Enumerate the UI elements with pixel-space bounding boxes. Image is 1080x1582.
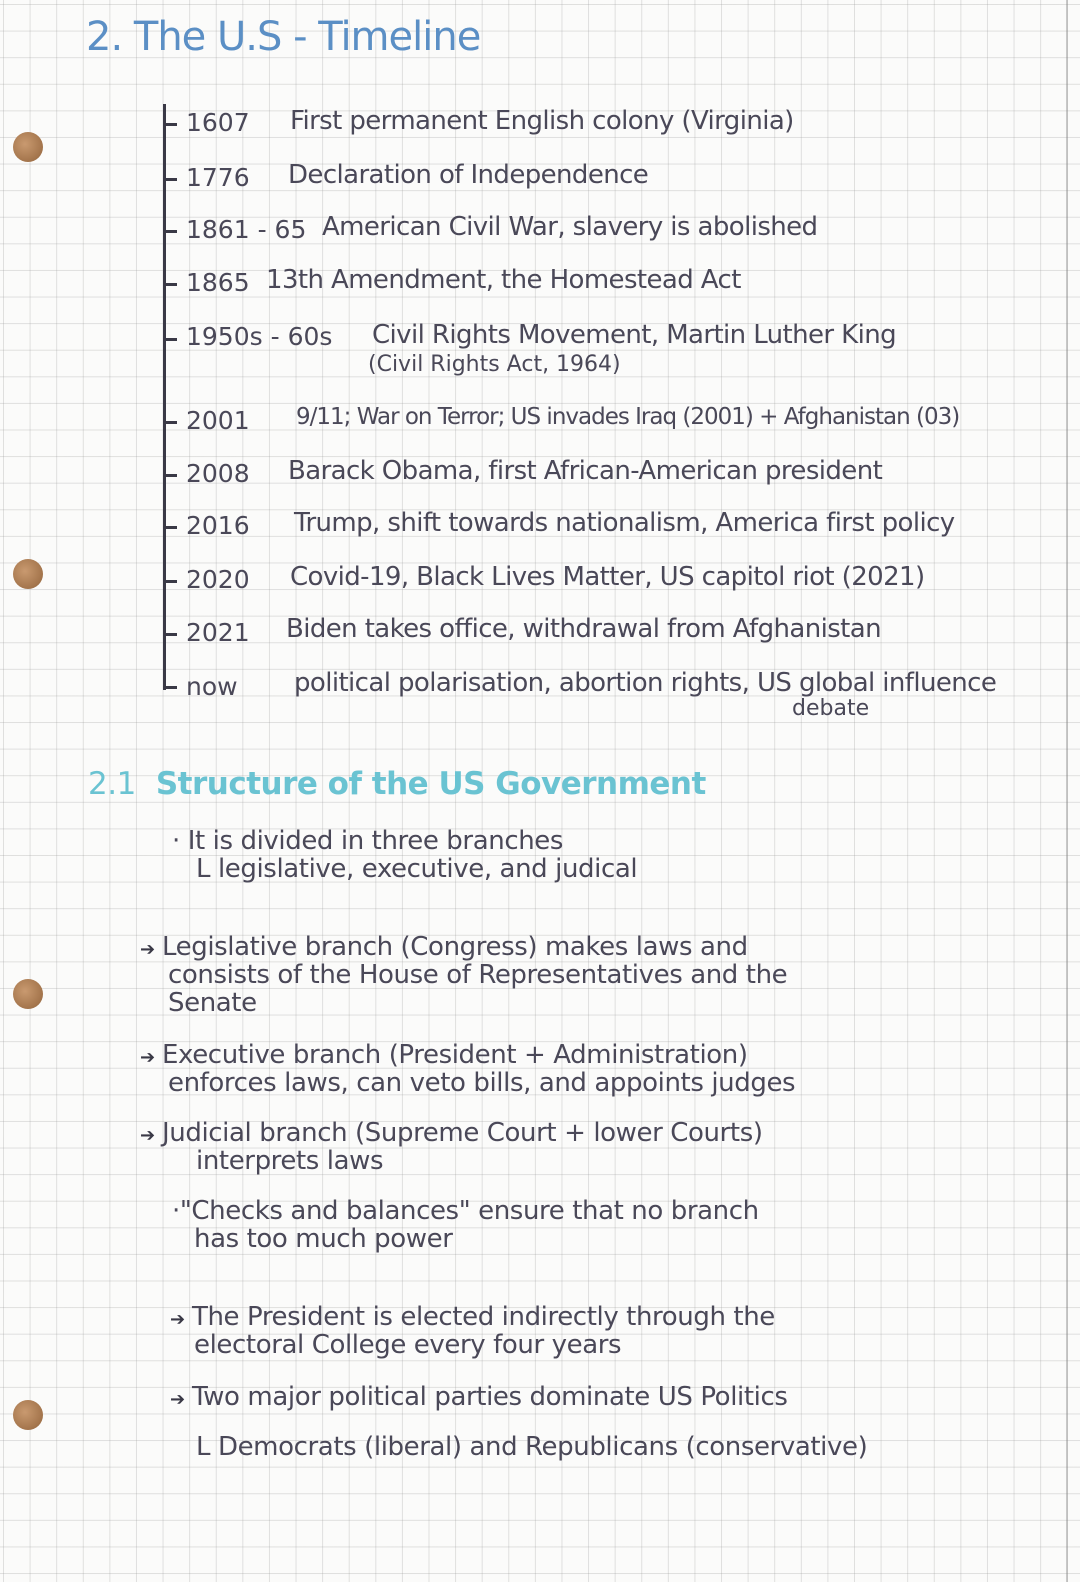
bullet-legislative bbox=[140, 932, 748, 962]
body-line: Two major political parties dominate US Politics bbox=[192, 1382, 788, 1412]
timeline-event: 9/11; War on Terror; US invades Iraq (2001) + Afghanistan (03) bbox=[296, 404, 960, 430]
body-line: Legislative branch (Congress) makes laws and bbox=[162, 932, 748, 962]
timeline-year: 1861 - 65 bbox=[186, 215, 307, 244]
binder-hole bbox=[13, 979, 43, 1009]
timeline-note: debate bbox=[792, 696, 870, 721]
section-heading bbox=[88, 766, 706, 802]
timeline-year: 1950s - 60s bbox=[186, 322, 333, 351]
timeline-tick bbox=[163, 686, 177, 689]
arrow-icon: ➔ bbox=[140, 1125, 155, 1146]
arrow-icon: ➔ bbox=[170, 1389, 185, 1410]
timeline-year: 2020 bbox=[186, 565, 250, 594]
timeline-tick bbox=[163, 633, 177, 636]
body-line: · It is divided in three branches bbox=[172, 826, 564, 856]
timeline-tick bbox=[163, 338, 177, 341]
timeline-tick bbox=[163, 123, 177, 126]
section-number: 2.1 bbox=[88, 766, 136, 802]
page-edge bbox=[1066, 0, 1068, 1582]
timeline-event: political polarisation, abortion rights, US global influence bbox=[294, 668, 997, 698]
timeline-year: 2021 bbox=[186, 618, 250, 647]
timeline-tick bbox=[163, 580, 177, 583]
timeline-event: Declaration of Independence bbox=[288, 160, 649, 190]
binder-hole bbox=[13, 132, 43, 162]
bullet-executive bbox=[140, 1040, 748, 1070]
timeline-year: 1607 bbox=[186, 108, 250, 137]
section-title: Structure of the US Government bbox=[155, 766, 706, 802]
timeline-year: 2001 bbox=[186, 406, 250, 435]
timeline-tick bbox=[163, 178, 177, 181]
body-line: electoral College every four years bbox=[194, 1330, 622, 1360]
timeline-tick bbox=[163, 283, 177, 286]
bullet-parties bbox=[170, 1382, 788, 1412]
timeline-event: Civil Rights Movement, Martin Luther King bbox=[372, 320, 897, 350]
body-line: ·"Checks and balances" ensure that no branch bbox=[172, 1196, 759, 1226]
body-line: interprets laws bbox=[196, 1146, 384, 1176]
timeline-event: American Civil War, slavery is abolished bbox=[322, 212, 818, 242]
body-line: L legislative, executive, and judical bbox=[196, 854, 638, 884]
arrow-icon: ➔ bbox=[140, 1047, 155, 1068]
body-line: L Democrats (liberal) and Republicans (conservative) bbox=[196, 1432, 868, 1462]
body-line: enforces laws, can veto bills, and appoints judges bbox=[168, 1068, 796, 1098]
bullet-judicial bbox=[140, 1118, 763, 1148]
timeline-note: (Civil Rights Act, 1964) bbox=[368, 352, 621, 377]
timeline-tick bbox=[163, 230, 177, 233]
bullet-president bbox=[170, 1302, 775, 1332]
timeline-event: First permanent English colony (Virginia) bbox=[290, 106, 794, 136]
arrow-icon: ➔ bbox=[170, 1309, 185, 1330]
body-line: Executive branch (President + Administration) bbox=[162, 1040, 748, 1070]
body-line: Senate bbox=[168, 988, 257, 1018]
timeline-tick bbox=[163, 526, 177, 529]
timeline-tick bbox=[163, 474, 177, 477]
timeline-year: 2016 bbox=[186, 511, 250, 540]
timeline-year: 1776 bbox=[186, 163, 250, 192]
timeline-year: 1865 bbox=[186, 268, 250, 297]
timeline-event: Covid-19, Black Lives Matter, US capitol riot (2021) bbox=[290, 562, 925, 592]
body-line: consists of the House of Representatives and the bbox=[168, 960, 788, 990]
arrow-icon: ➔ bbox=[140, 939, 155, 960]
timeline-event: Trump, shift towards nationalism, America first policy bbox=[294, 508, 955, 538]
timeline-year: now bbox=[186, 672, 238, 701]
binder-hole bbox=[13, 1400, 43, 1430]
timeline-event: Biden takes office, withdrawal from Afghanistan bbox=[286, 614, 881, 644]
body-line: has too much power bbox=[194, 1224, 453, 1254]
timeline-axis bbox=[163, 104, 166, 690]
binder-hole bbox=[13, 559, 43, 589]
timeline-tick bbox=[163, 421, 177, 424]
timeline-year: 2008 bbox=[186, 459, 250, 488]
body-line: The President is elected indirectly through the bbox=[192, 1302, 775, 1332]
timeline-event: 13th Amendment, the Homestead Act bbox=[266, 265, 741, 295]
page-title: 2. The U.S - Timeline bbox=[86, 14, 481, 60]
timeline-event: Barack Obama, first African-American president bbox=[288, 456, 883, 486]
body-line: Judicial branch (Supreme Court + lower Courts) bbox=[162, 1118, 763, 1148]
